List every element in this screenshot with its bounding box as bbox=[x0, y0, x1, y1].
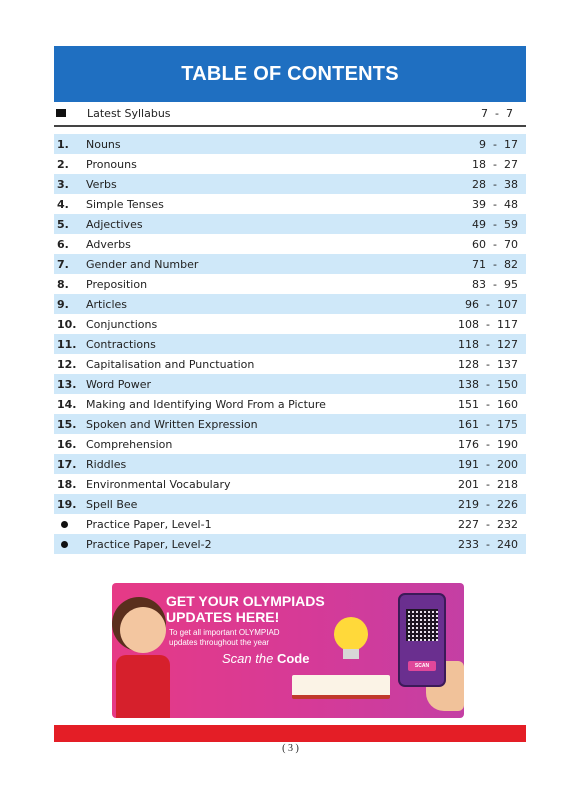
toc-pages: 176 - 190 bbox=[458, 437, 518, 451]
toc-label: Riddles bbox=[86, 457, 127, 471]
toc-label: Word Power bbox=[86, 377, 152, 391]
toc-pages: 128 - 137 bbox=[458, 357, 518, 371]
page-title: TABLE OF CONTENTS bbox=[181, 62, 399, 85]
toc-label: Adjectives bbox=[86, 217, 143, 231]
girl-illustration-icon bbox=[120, 607, 166, 653]
toc-label: Practice Paper, Level-2 bbox=[86, 537, 212, 551]
toc-label: Practice Paper, Level-1 bbox=[86, 517, 212, 531]
toc-label: Adverbs bbox=[86, 237, 131, 251]
toc-number: 11. bbox=[57, 337, 77, 351]
banner-headline-line1: GET YOUR OLYMPIADS bbox=[166, 593, 325, 609]
banner-headline-line2: UPDATES HERE! bbox=[166, 609, 280, 625]
toc-number: 6. bbox=[57, 237, 69, 251]
toc-label: Nouns bbox=[86, 137, 121, 151]
toc-label: Environmental Vocabulary bbox=[86, 477, 231, 491]
toc-number: 15. bbox=[57, 417, 77, 431]
olympiad-banner bbox=[112, 583, 464, 718]
toc-label: Pronouns bbox=[86, 157, 137, 171]
toc-pages: 18 - 27 bbox=[472, 157, 518, 171]
toc-label: Preposition bbox=[86, 277, 148, 291]
toc-pages: 83 - 95 bbox=[472, 277, 518, 291]
toc-header bbox=[54, 46, 526, 102]
toc-label: Simple Tenses bbox=[86, 197, 164, 211]
toc-number: 1. bbox=[57, 137, 69, 151]
toc-pages: 233 - 240 bbox=[458, 537, 518, 551]
round-bullet-icon bbox=[61, 521, 68, 528]
toc-number: 3. bbox=[57, 177, 69, 191]
toc-pages: 49 - 59 bbox=[472, 217, 518, 231]
lightbulb-icon bbox=[334, 617, 368, 651]
toc-number: 9. bbox=[57, 297, 69, 311]
toc-pages: 191 - 200 bbox=[458, 457, 518, 471]
toc-number: 12. bbox=[57, 357, 77, 371]
toc-pages: 151 - 160 bbox=[458, 397, 518, 411]
toc-row[interactable] bbox=[54, 274, 526, 294]
qr-code-icon[interactable] bbox=[406, 609, 438, 641]
bullet-icon bbox=[54, 518, 86, 531]
banner-headline bbox=[166, 593, 325, 625]
toc-row[interactable] bbox=[54, 234, 526, 254]
toc-number: 2. bbox=[57, 157, 69, 171]
girl-body-icon bbox=[116, 655, 170, 718]
toc-row[interactable] bbox=[54, 294, 526, 314]
toc-pages: 96 - 107 bbox=[465, 297, 518, 311]
toc-row[interactable] bbox=[54, 194, 526, 214]
page-number: ( 3 ) bbox=[282, 743, 299, 754]
toc-number: 19. bbox=[57, 497, 77, 511]
toc-label: Verbs bbox=[86, 177, 117, 191]
toc-pages: 39 - 48 bbox=[472, 197, 518, 211]
toc-label: Spell Bee bbox=[86, 497, 138, 511]
toc-row[interactable] bbox=[54, 354, 526, 374]
syllabus-label: Latest Syllabus bbox=[87, 106, 171, 120]
scan-bold: Code bbox=[276, 651, 310, 666]
toc-row[interactable] bbox=[54, 474, 526, 494]
toc-row[interactable] bbox=[54, 374, 526, 394]
toc-label: Comprehension bbox=[86, 437, 173, 451]
syllabus-pages: 7 - 7 bbox=[481, 106, 513, 120]
toc-row[interactable] bbox=[54, 214, 526, 234]
banner-subtext-line2: updates throughout the year bbox=[169, 638, 270, 647]
square-bullet-icon bbox=[56, 109, 66, 117]
toc-pages: 28 - 38 bbox=[472, 177, 518, 191]
toc-label: Conjunctions bbox=[86, 317, 158, 331]
toc-label: Making and Identifying Word From a Picture bbox=[86, 397, 326, 411]
toc-pages: 71 - 82 bbox=[472, 257, 518, 271]
toc-row[interactable] bbox=[54, 494, 526, 514]
toc-pages: 161 - 175 bbox=[458, 417, 518, 431]
toc-number: 5. bbox=[57, 217, 69, 231]
toc-number: 4. bbox=[57, 197, 69, 211]
toc-pages: 201 - 218 bbox=[458, 477, 518, 491]
toc-pages: 108 - 117 bbox=[458, 317, 518, 331]
toc-number: 8. bbox=[57, 277, 69, 291]
toc-number: 7. bbox=[57, 257, 69, 271]
phone-icon bbox=[398, 593, 446, 687]
toc-number: 13. bbox=[57, 377, 77, 391]
toc-row[interactable] bbox=[54, 174, 526, 194]
round-bullet-icon bbox=[61, 541, 68, 548]
toc-row[interactable] bbox=[54, 454, 526, 474]
scan-prefix: Scan the bbox=[222, 651, 274, 666]
toc-row[interactable] bbox=[54, 514, 526, 534]
toc-row[interactable] bbox=[54, 134, 526, 154]
open-book-icon bbox=[292, 675, 390, 699]
bullet-icon bbox=[54, 538, 86, 551]
toc-row[interactable] bbox=[54, 394, 526, 414]
toc-pages: 138 - 150 bbox=[458, 377, 518, 391]
toc-pages: 9 - 17 bbox=[479, 137, 518, 151]
toc-label: Articles bbox=[86, 297, 128, 311]
scan-button: SCAN bbox=[408, 661, 436, 671]
toc-number: 18. bbox=[57, 477, 77, 491]
scan-the-code bbox=[222, 651, 309, 666]
toc-row[interactable] bbox=[54, 314, 526, 334]
footer-bar bbox=[54, 725, 526, 742]
toc-label: Contractions bbox=[86, 337, 156, 351]
toc-row[interactable] bbox=[54, 334, 526, 354]
toc-number: 10. bbox=[57, 317, 77, 331]
toc-row[interactable] bbox=[54, 254, 526, 274]
toc-pages: 118 - 127 bbox=[458, 337, 518, 351]
toc-label: Spoken and Written Expression bbox=[86, 417, 258, 431]
toc-row[interactable] bbox=[54, 414, 526, 434]
toc-list bbox=[54, 134, 526, 554]
banner-subtext-line1: To get all important OLYMPIAD bbox=[169, 628, 280, 637]
divider bbox=[54, 125, 526, 127]
syllabus-row bbox=[54, 103, 526, 123]
toc-pages: 60 - 70 bbox=[472, 237, 518, 251]
toc-number: 16. bbox=[57, 437, 77, 451]
toc-number: 17. bbox=[57, 457, 77, 471]
toc-row[interactable] bbox=[54, 434, 526, 454]
toc-label: Capitalisation and Punctuation bbox=[86, 357, 255, 371]
toc-row[interactable] bbox=[54, 534, 526, 554]
banner-subtext bbox=[169, 628, 280, 648]
toc-pages: 227 - 232 bbox=[458, 517, 518, 531]
lightbulb-base-icon bbox=[343, 649, 359, 659]
toc-label: Gender and Number bbox=[86, 257, 199, 271]
toc-pages: 219 - 226 bbox=[458, 497, 518, 511]
toc-row[interactable] bbox=[54, 154, 526, 174]
toc-number: 14. bbox=[57, 397, 77, 411]
